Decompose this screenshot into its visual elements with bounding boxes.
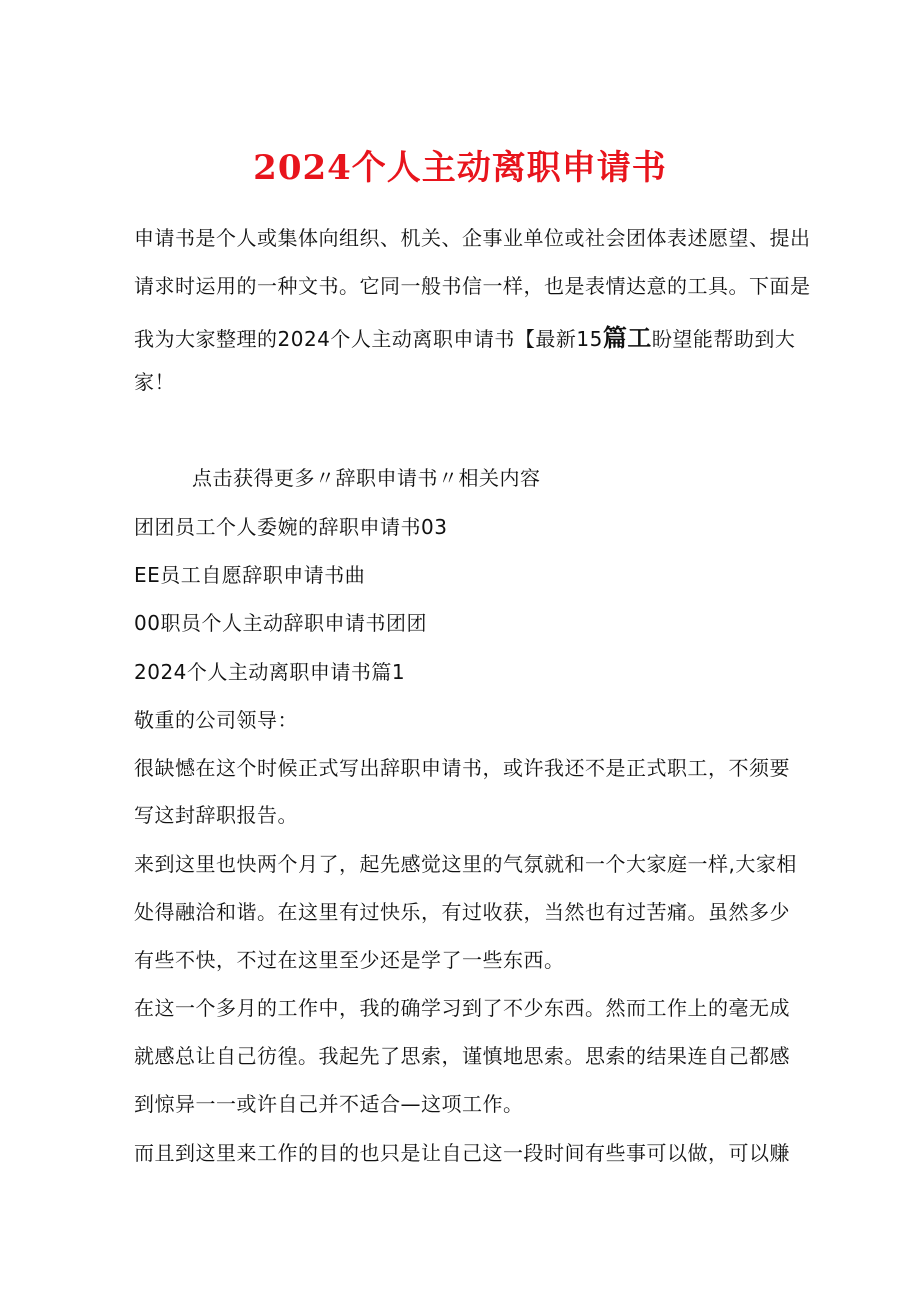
paragraph-line: 在这一个多月的工作中，我的确学习到了不少东西。然而工作上的毫无成 xyxy=(134,996,790,1020)
paragraph-line: 很缺憾在这个时候正式写出辞职申请书，或许我还不是正式职工，不须要 xyxy=(134,756,790,780)
related-link[interactable]: 团团员工个人委婉的辞职申请书03 xyxy=(134,515,448,539)
intro-line: 请求时运用的一种文书。它同一般书信一样，也是表情达意的工具。下面是 xyxy=(134,274,811,298)
paragraph-line: 有些不快，不过在这里至少还是学了一些东西。 xyxy=(134,948,565,972)
paragraph-line: 而且到这里来工作的目的也只是让自己这一段时间有些事可以做，可以赚 xyxy=(134,1141,790,1165)
intro-line-emphasis: 篇工 xyxy=(602,324,652,352)
intro-line: 申请书是个人或集体向组织、机关、企事业单位或社会团体表述愿望、提出 xyxy=(134,226,811,250)
letter-salutation: 敬重的公司领导： xyxy=(134,708,298,732)
related-link[interactable]: 00职员个人主动辞职申请书团团 xyxy=(134,611,427,635)
intro-line xyxy=(134,318,795,353)
related-link[interactable]: EE员工自愿辞职申请书曲 xyxy=(134,563,366,587)
paragraph-line: 到惊异一一或许自己并不适合—这项工作。 xyxy=(134,1092,524,1116)
document-title: 2024个人主动离职申请书 xyxy=(253,148,667,188)
section-heading: 2024个人主动离职申请书篇1 xyxy=(134,660,406,684)
paragraph-line: 写这封辞职报告。 xyxy=(134,803,298,827)
related-header-link[interactable]: 点击获得更多〃辞职申请书〃相关内容 xyxy=(192,466,541,490)
paragraph-line: 来到这里也快两个月了，起先感觉这里的气氛就和一个大家庭一样,大家相 xyxy=(134,852,797,876)
intro-line: 家！ xyxy=(134,370,175,394)
paragraph-line: 处得融洽和谐。在这里有过快乐，有过收获，当然也有过苦痛。虽然多少 xyxy=(134,900,790,924)
intro-line-text: 盼望能帮助到大 xyxy=(651,327,796,351)
paragraph-line: 就感总让自己彷徨。我起先了思索，谨慎地思索。思索的结果连自己都感 xyxy=(134,1044,790,1068)
intro-line-text: 我为大家整理的2024个人主动离职申请书【最新15 xyxy=(134,327,603,351)
